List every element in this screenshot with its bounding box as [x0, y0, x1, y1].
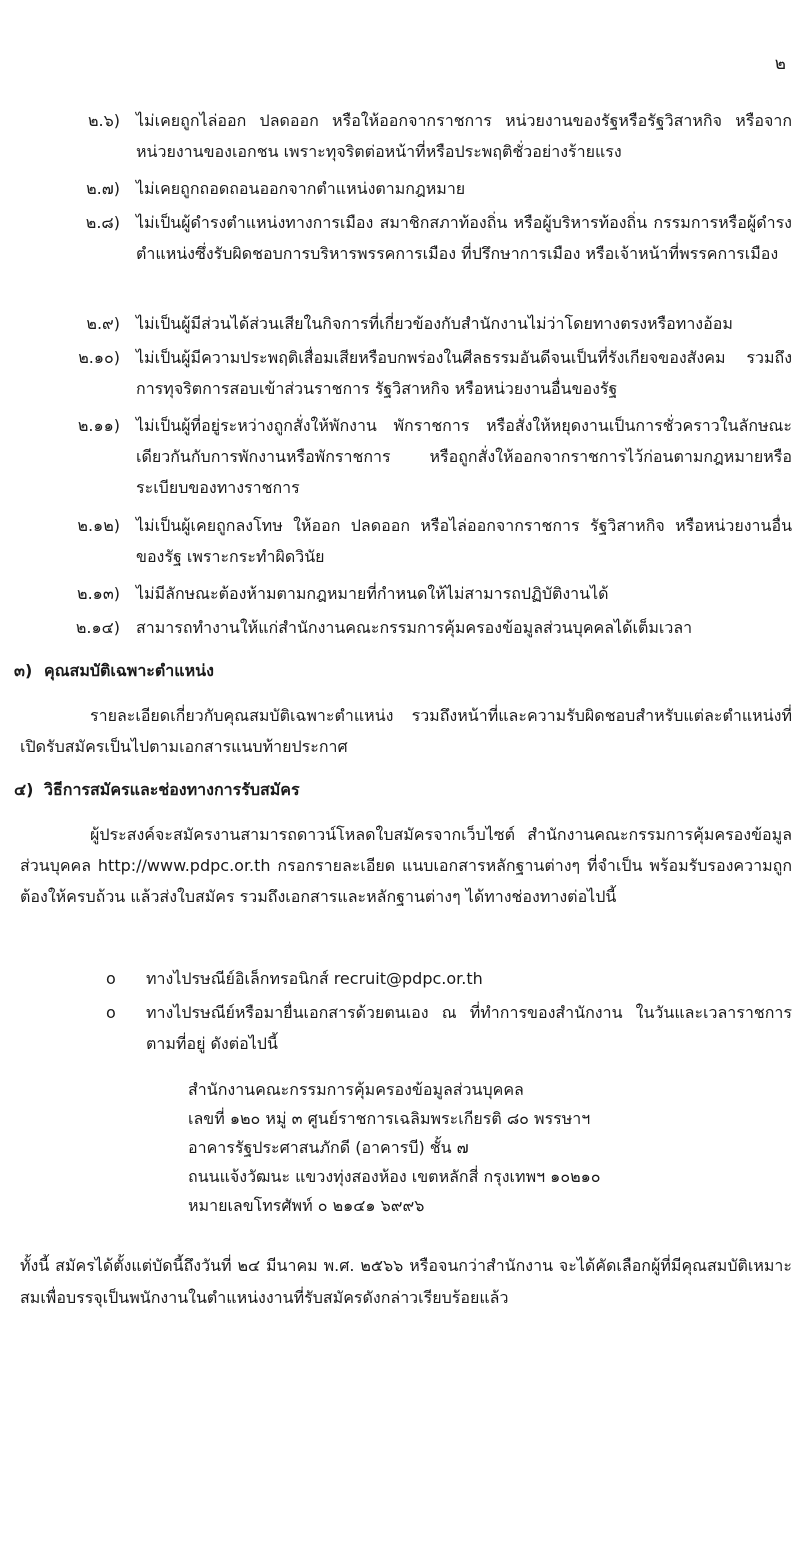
item-number: ๒.๑๔) — [75, 618, 120, 637]
page-number: ๒ — [774, 54, 786, 74]
item-number: ๒.๗) — [86, 179, 120, 198]
item-number: ๒.๑๓) — [77, 584, 120, 603]
item-text: ไม่เป็นผู้ดำรงตำแหน่งทางการเมือง สมาชิกสภาท้องถิ่น หรือผู้บริหารท้องถิ่น กรรมการหรือผู้ดำรงตำแหน่งซึ่งรับผิดชอบการบริหารพรรคการเมือง ที่ปรึกษาการเมือง หรือเจ้าหน้าที่พรรคการเมือง — [136, 213, 792, 263]
address-line: เลขที่ ๑๒๐ หมู่ ๓ ศูนย์ราชการเฉลิมพระเกียรติ ๘๐ พรรษาฯ — [188, 1109, 591, 1128]
bullet-text: ทางไปรษณีย์อิเล็กทรอนิกส์ recruit@pdpc.or.th — [146, 969, 483, 988]
section-number: ๔) — [14, 780, 34, 799]
item-text: สามารถทำงานให้แก่สำนักงานคณะกรรมการคุ้มครองข้อมูลส่วนบุคคลได้เต็มเวลา — [136, 618, 693, 637]
item-text: ไม่เคยถูกถอดถอนออกจากตำแหน่งตามกฎหมาย — [136, 179, 466, 198]
section-number: ๓) — [14, 661, 33, 680]
item-number: ๒.๑๐) — [78, 348, 120, 367]
bullet-icon: o — [106, 969, 116, 988]
item-number: ๒.๑๒) — [77, 516, 120, 535]
bullet-text: ทางไปรษณีย์หรือมายื่นเอกสารด้วยตนเอง ณ ที่ทำการของสำนักงาน ในวันและเวลาราชการ ตามที่อยู่ ดังต่อไปนี้ — [146, 1003, 792, 1053]
item-number: ๒.๘) — [85, 213, 120, 232]
section-body: ผู้ประสงค์จะสมัครงานสามารถดาวน์โหลดใบสมัครจากเว็บไซต์ สำนักงานคณะกรรมการคุ้มครองข้อมูลส่วนบุคคล http://www.pdpc.or.th กรอกรายละเอียด แนบเอกสารหลักฐานต่างๆ ที่จำเป็น พร้อมรับรองความถูกต้องให้ครบถ้วน แล้วส่งใบสมัคร รวมถึงเอกสารและหลักฐานต่างๆ ได้ทางช่องทางต่อไปนี้ — [20, 825, 792, 906]
closing-paragraph: ทั้งนี้ สมัครได้ตั้งแต่บัดนี้ถึงวันที่ ๒๔ มีนาคม พ.ศ. ๒๕๖๖ หรือจนกว่าสำนักงาน จะได้คัดเลือกผู้ที่มีคุณสมบัติเหมาะสมเพื่อบรรจุเป็นพนักงานในตำแหน่งงานที่รับสมัครดังกล่าวเรียบร้อยแล้ว — [20, 1256, 792, 1307]
section-title: คุณสมบัติเฉพาะตำแหน่ง — [44, 661, 214, 680]
address-line: สำนักงานคณะกรรมการคุ้มครองข้อมูลส่วนบุคคล — [188, 1080, 524, 1099]
item-text: ไม่เป็นผู้มีความประพฤติเสื่อมเสียหรือบกพร่องในศีลธรรมอันดีจนเป็นที่รังเกียจของสังคม รวมถึงการทุจริตการสอบเข้าส่วนราชการ รัฐวิสาหกิจ หรือหน่วยงานอื่นของรัฐ — [136, 348, 792, 398]
item-text: ไม่เป็นผู้มีส่วนได้ส่วนเสียในกิจการที่เกี่ยวข้องกับสำนักงานไม่ว่าโดยทางตรงหรือทางอ้อม — [136, 314, 733, 333]
item-text: ไม่เคยถูกไล่ออก ปลดออก หรือให้ออกจากราชการ หน่วยงานของรัฐหรือรัฐวิสาหกิจ หรือจากหน่วยงานของเอกชน เพราะทุจริตต่อหน้าที่หรือประพฤติชั่วอย่างร้ายแรง — [136, 111, 792, 161]
section-title: วิธีการสมัครและช่องทางการรับสมัคร — [44, 780, 300, 799]
address-block — [188, 1075, 601, 1220]
item-number: ๒.๖) — [87, 111, 120, 130]
section-body: รายละเอียดเกี่ยวกับคุณสมบัติเฉพาะตำแหน่ง รวมถึงหน้าที่และความรับผิดชอบสำหรับแต่ละตำแหน่งที่เปิดรับสมัครเป็นไปตามเอกสารแนบท้ายประกาศ — [20, 706, 792, 756]
address-line: อาคารรัฐประศาสนภักดี (อาคารบี) ชั้น ๗ — [188, 1138, 469, 1157]
item-text: ไม่มีลักษณะต้องห้ามตามกฎหมายที่กำหนดให้ไม่สามารถปฏิบัติงานได้ — [136, 584, 609, 603]
address-line: หมายเลขโทรศัพท์ ๐ ๒๑๔๑ ๖๙๙๖ — [188, 1196, 425, 1215]
item-number: ๒.๙) — [86, 314, 120, 333]
item-text: ไม่เป็นผู้เคยถูกลงโทษ ให้ออก ปลดออก หรือไล่ออกจากราชการ รัฐวิสาหกิจ หรือหน่วยงานอื่นของรัฐ เพราะกระทำผิดวินัย — [136, 516, 792, 566]
item-number: ๒.๑๑) — [77, 416, 120, 435]
bullet-icon: o — [106, 1003, 116, 1022]
address-line: ถนนแจ้งวัฒนะ แขวงทุ่งสองห้อง เขตหลักสี่ กรุงเทพฯ ๑๐๒๑๐ — [188, 1167, 601, 1186]
item-text: ไม่เป็นผู้ที่อยู่ระหว่างถูกสั่งให้พักงาน พักราชการ หรือสั่งให้หยุดงานเป็นการชั่วคราวในลักษณะเดียวกันกับการพักงานหรือพักราชการ หรือถูกสั่งให้ออกจากราชการไว้ก่อนตามกฎหมายหรือระเบียบของทางราชการ — [136, 416, 792, 497]
